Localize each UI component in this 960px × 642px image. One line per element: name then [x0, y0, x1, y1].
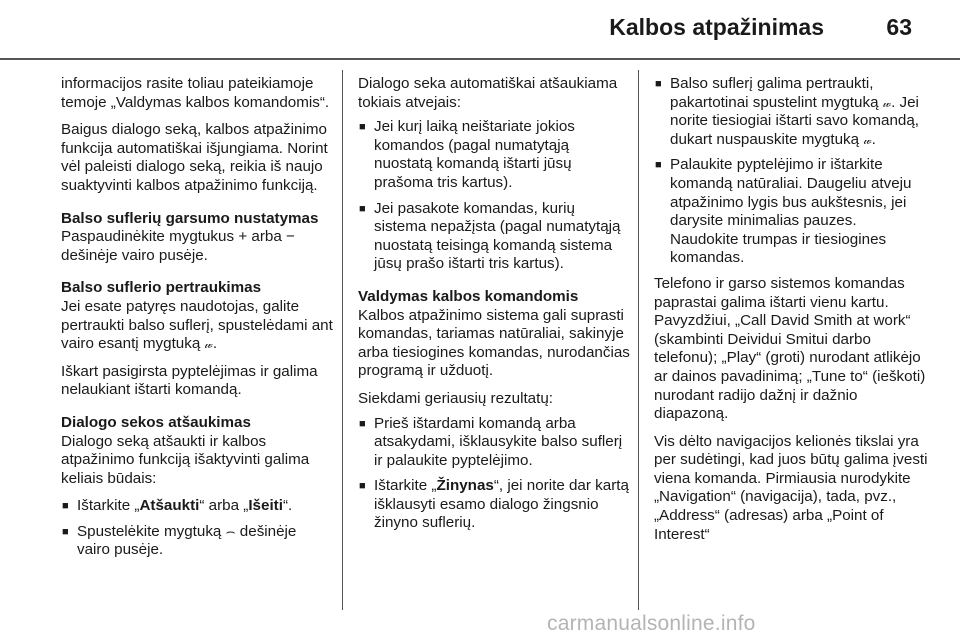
header-rule — [0, 58, 960, 60]
paragraph: Iškart pasigirsta pyptelėjimas ir galima nelaukiant ištarti komandą. — [61, 362, 318, 399]
list-item: ■ Jei pasakote komandas, kurių sistema nepažįsta (pagal numatytąją nuostatą teisingą komandą sistema jūsų prašo ištarti tris kartus). — [358, 200, 630, 274]
minus-icon: − — [286, 228, 295, 246]
section-cancel — [61, 414, 333, 560]
section-heading: Balso suflerio pertraukimas — [61, 279, 262, 297]
column-2 — [358, 75, 630, 540]
column-divider-1 — [342, 70, 343, 610]
list-item: ■ Prieš ištardami komandą arba atsakydami, išklausykite balso suflerį ir palaukite pyptelėjimo. — [358, 415, 630, 471]
column-1 — [61, 75, 333, 567]
text: Ištarkite „ — [374, 477, 437, 495]
paragraph: Kalbos atpažinimo sistema gali suprasti komandas, tariamas natūraliai, sakinyje arba tiesiogines komandas, nurodančias programą ir užduotį. — [358, 306, 630, 380]
section-heading: Dialogo sekos atšaukimas — [61, 413, 251, 431]
text: dešinėje vairo pusėje. — [77, 522, 297, 559]
text: “ arba „ — [199, 497, 249, 515]
page-title: Kalbos atpažinimas — [609, 14, 824, 40]
plus-icon: + — [238, 228, 248, 246]
text: . Jei norite tiesiogiai ištarti savo komandą, dukart nuspauskite mygtuką — [670, 93, 920, 148]
list-item — [61, 523, 333, 560]
text: . — [871, 130, 876, 148]
text: “. — [282, 497, 293, 515]
paragraph: Dialogo seka automatiškai atšaukiama tokiais atvejais: — [358, 75, 618, 111]
voice-button-icon: 𝓌 — [204, 337, 213, 352]
section-voice-commands — [358, 288, 630, 533]
paragraph: Siekdami geriausių rezultatų: — [358, 389, 554, 407]
list-item — [358, 477, 630, 533]
bullet-list — [358, 415, 630, 534]
paragraph — [61, 298, 333, 354]
list-item: ■ Jei kurį laiką neištariate jokios komandos (pagal numatytąją nuostatą komandą ištarti jūsų prašoma tris kartus). — [358, 118, 630, 192]
text: arba — [247, 228, 287, 246]
voice-button-icon: 𝓌 — [882, 95, 892, 110]
paragraph: informacijos rasite toliau pateikiamoje temoje „Valdymas kalbos komandomis“. — [61, 75, 330, 111]
text: Balso suflerį galima pertraukti, pakartotinai spustelint mygtuką — [670, 75, 883, 111]
text: Spustelėkite mygtuką — [77, 522, 226, 540]
paragraph: Baigus dialogo seką, kalbos atpažinimo funkcija automatiškai išjungiama. Norint vėl paleisti dialogo seką, reikia iš naujo suaktyvinti kalbos atpažinimo funkciją. — [61, 121, 328, 194]
voice-button-icon: 𝓌 — [863, 132, 872, 147]
bullet-list — [61, 497, 333, 560]
bullet-list — [358, 118, 630, 274]
section-heading: Valdymas kalbos komandomis — [358, 287, 579, 305]
list-item — [61, 497, 333, 516]
section-heading: Balso suflerių garsumo nustatymas — [61, 209, 319, 227]
column-3 — [654, 75, 928, 553]
section-interrupt — [61, 279, 333, 400]
text: . — [212, 335, 218, 353]
paragraph — [61, 228, 333, 265]
watermark: carmanualsonline.info — [547, 612, 756, 635]
bold-text: Atšaukti — [139, 497, 200, 515]
bold-text: Žinynas — [436, 477, 494, 495]
paragraph: Telefono ir garso sistemos komandas paprastai galima ištarti vienu kartu. Pavyzdžiui, „Call David Smith at work“ (skambinti Deividui Smitui darbo telefonu); „Play“ (groti) nurodant atlikėjo ar dainos pavadinimą; „Tune to“ (ieškoti) nurodant radijo dažnį ir dažnio diapazoną. — [654, 274, 926, 423]
text: “, jei norite dar kartą išklausyti esamo dialogo žingsnio žinyno suflerių. — [374, 477, 629, 532]
list-item: ■ Palaukite pyptelėjimo ir ištarkite komandą natūraliai. Daugeliu atveju atpažinimo lygis bus aukštesnis, jei darysite minimalias pauzes. Naudokite trumpas ir tiesiogines komandas. — [654, 156, 928, 268]
section-volume — [61, 210, 333, 266]
bullet-list — [654, 75, 928, 268]
text: Paspaudinėkite mygtukus — [61, 228, 235, 246]
text: Ištarkite „ — [77, 497, 140, 515]
text: Jei esate patyręs naudotojas, galite pertraukti balso suflerį, spustelėdami ant vairo esantį mygtuką — [61, 297, 333, 353]
page-number: 63 — [886, 14, 912, 40]
list-item — [654, 75, 928, 149]
text: dešinėje vairo pusėje. — [61, 246, 208, 264]
hang-up-icon: ⌢ — [225, 522, 236, 540]
column-divider-2 — [638, 70, 639, 610]
paragraph: Vis dėlto navigacijos kelionės tikslai yra per sudėtingi, kad juos būtų galima įvesti viena komanda. Pirmiausia nurodykite „Navigation“ (navigacija), tada, pvz., „Address“ (adresas) arba „Point of Interest“ — [654, 432, 928, 543]
bold-text: Išeiti — [248, 497, 283, 515]
paragraph: Dialogo seką atšaukti ir kalbos atpažinimo funkciją išaktyvinti galima keliais būdais: — [61, 432, 310, 487]
